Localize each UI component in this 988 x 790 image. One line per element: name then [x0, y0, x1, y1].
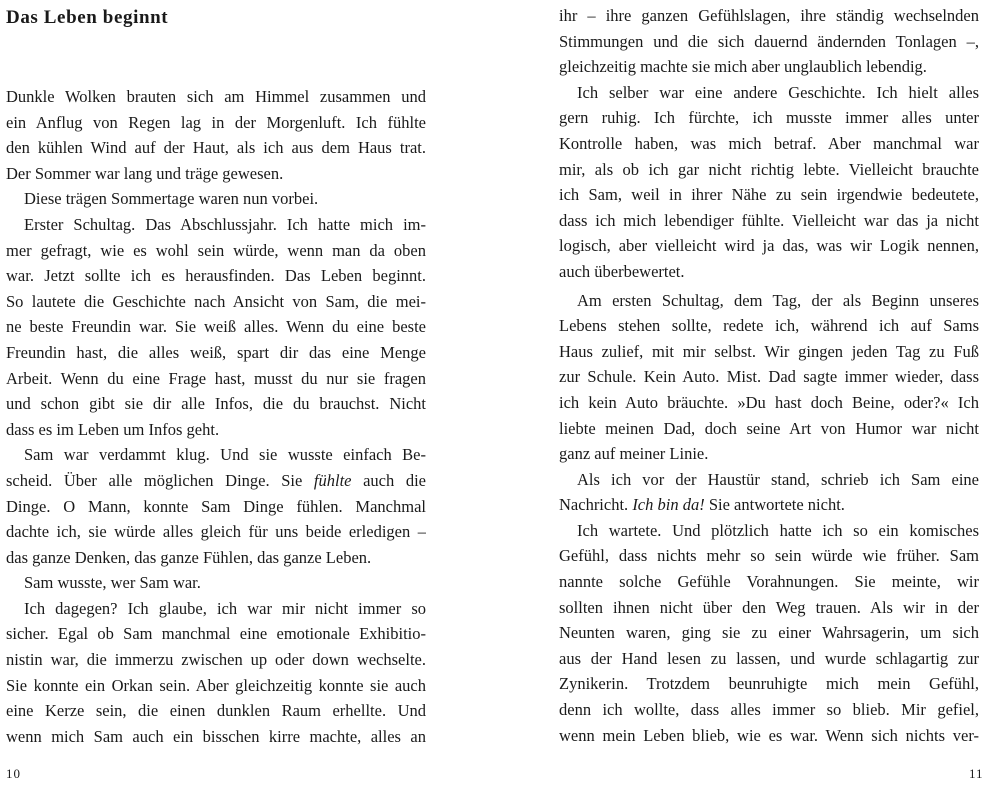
- text-line: Freundin hast, die alles weiß, spart dir das eine Menge: [6, 342, 426, 362]
- text-line: ein Anflug von Regen lag in der Morgenluft. Ich fühlte: [6, 112, 426, 132]
- text-line: war. Jetzt sollte ich es herausfinden. Das Leben beginnt.: [6, 266, 426, 286]
- text-line: nistin war, die immerzu zwischen up oder down wechselte.: [6, 650, 426, 670]
- left-page-text: [6, 84, 426, 749]
- text-line: logisch, aber vielleicht wird ja das, was wir Logik nennen,: [559, 236, 979, 256]
- text-line: eine Kerze sein, die einen dunklen Raum erhellte. Und: [6, 701, 426, 721]
- text-line: zur Schule. Kein Auto. Mist. Dad sagte immer wieder, dass: [559, 367, 979, 387]
- text-line: So lautete die Geschichte nach Ansicht von Sam, die mei-: [6, 291, 426, 311]
- text-line: sicher. Egal ob Sam manchmal eine emotionale Exhibitio-: [6, 624, 426, 644]
- text-line: auch überbewertet.: [559, 261, 685, 281]
- right-page: [494, 0, 988, 790]
- text-line: Arbeit. Wenn du eine Frage hast, musst du nur sie fragen: [6, 368, 426, 388]
- text-line: gleichzeitig machte sie mich aber unglaublich lebendig.: [559, 57, 927, 77]
- text-line: Haus zulief, mit mir selbst. Wir gingen jeden Tag zu Fuß: [559, 341, 979, 361]
- text-line: Erster Schultag. Das Abschlussjahr. Ich hatte mich im-: [24, 214, 426, 234]
- text-line: ich Sam, weil in ihrer Nähe zu sein irgendwie bedeutete,: [559, 185, 979, 205]
- text-segment: scheid. Über alle möglichen Dinge. Sie: [6, 470, 314, 490]
- text-line: Ich selber war eine andere Geschichte. Ich hielt alles: [577, 82, 979, 102]
- emphasis-text: Ich bin da!: [632, 495, 705, 515]
- text-line: das ganze Denken, das ganze Fühlen, das ganze Leben.: [6, 547, 372, 567]
- text-line: Dinge. O Mann, konnte Sam Dinge fühlen. Manchmal: [6, 496, 426, 516]
- text-line: mir, als ob ich gar nicht richtig lebte. Vielleicht brauchte: [559, 159, 979, 179]
- text-line: Ich dagegen? Ich glaube, ich war mir nicht immer so: [24, 598, 426, 618]
- text-line: liebte meinen Dad, doch seine Art von Humor war nicht: [559, 418, 979, 438]
- page-number-left: 10: [6, 766, 21, 781]
- page-number-right: 11: [969, 766, 984, 781]
- text-line: [559, 492, 979, 518]
- right-page-text: [559, 3, 979, 748]
- text-line: Dunkle Wolken brauten sich am Himmel zusammen und: [6, 87, 426, 106]
- text-line: und schon gibt sie dir alle Infos, die du brauchst. Nicht: [6, 394, 426, 414]
- text-line: Als ich vor der Haustür stand, schrieb ich Sam eine: [577, 469, 979, 489]
- text-line: aus der Hand lesen zu lassen, und wurde schlagartig zur: [559, 648, 979, 668]
- text-line: Neunten waren, ging sie zu einer Wahrsagerin, um sich: [559, 623, 979, 643]
- chapter-title: Das Leben beginnt: [6, 7, 169, 28]
- text-line: Kontrolle haben, was mich betraf. Aber manchmal war: [559, 133, 979, 153]
- text-line: Stimmungen und die sich dauernd ändernden Tonlagen –,: [559, 31, 979, 51]
- text-line: Zynikerin. Trotzdem beunruhigte mich mein Gefühl,: [559, 674, 979, 694]
- text-line: Sie konnte ein Orkan sein. Aber gleichzeitig konnte sie auch: [6, 675, 426, 695]
- text-line: Sam wusste, wer Sam war.: [24, 573, 201, 593]
- text-line: nannte solche Gefühle Vorahnungen. Sie meinte, wir: [559, 572, 979, 592]
- text-line: Diese trägen Sommertage waren nun vorbei.: [24, 189, 319, 209]
- text-line: Sam war verdammt klug. Und sie wusste einfach Be-: [24, 445, 426, 465]
- text-line: Der Sommer war lang und träge gewesen.: [6, 163, 284, 183]
- text-line: gern ruhig. Ich fürchte, ich musste immer alles unter: [559, 108, 979, 128]
- text-segment: Nachricht.: [559, 495, 633, 515]
- text-line: dass es im Leben um Infos geht.: [6, 419, 220, 439]
- text-line: ihr – ihre ganzen Gefühlslagen, ihre ständig wechselnden: [559, 6, 979, 25]
- text-line: ich kein Auto bräuchte. »Du hast doch Beine, oder?« Ich: [559, 392, 979, 412]
- text-line: dass ich mich lebendiger fühlte. Vielleicht war das ja nicht: [559, 210, 979, 230]
- text-line: dachte ich, sie würde alles gleich für uns beide erledigen –: [6, 522, 426, 542]
- text-line: den kühlen Wind auf der Haut, als ich aus dem Haus trat.: [6, 138, 426, 158]
- text-segment: Sie antwortete nicht.: [704, 495, 845, 515]
- text-line: wenn mich Sam auch ein bisschen kirre machte, alles an: [6, 726, 426, 746]
- text-line: [6, 468, 426, 494]
- text-line: Gefühl, dass nichts mehr so sein würde wie früher. Sam: [559, 546, 979, 566]
- text-line: Lebens stehen sollte, redete ich, während ich auf Sams: [559, 316, 979, 336]
- text-line: ganz auf meiner Linie.: [559, 444, 709, 464]
- text-line: Ich wartete. Und plötzlich hatte ich so ein komisches: [577, 520, 979, 540]
- text-segment: auch die: [351, 470, 426, 490]
- text-line: wenn mein Leben blieb, wie es war. Wenn sich nichts ver-: [559, 725, 979, 745]
- text-line: ne beste Freundin war. Sie weiß alles. Wenn du eine beste: [6, 317, 426, 337]
- text-line: sollten ihnen nicht über den Weg trauen. Als wir in der: [559, 597, 979, 617]
- text-line: denn ich wollte, dass alles immer so blieb. Mir gefiel,: [559, 700, 979, 720]
- emphasis-text: fühlte: [313, 470, 352, 490]
- text-line: Am ersten Schultag, dem Tag, der als Beginn unseres: [577, 290, 979, 310]
- text-line: mer gefragt, wie es wohl sein würde, wenn man da oben: [6, 240, 426, 260]
